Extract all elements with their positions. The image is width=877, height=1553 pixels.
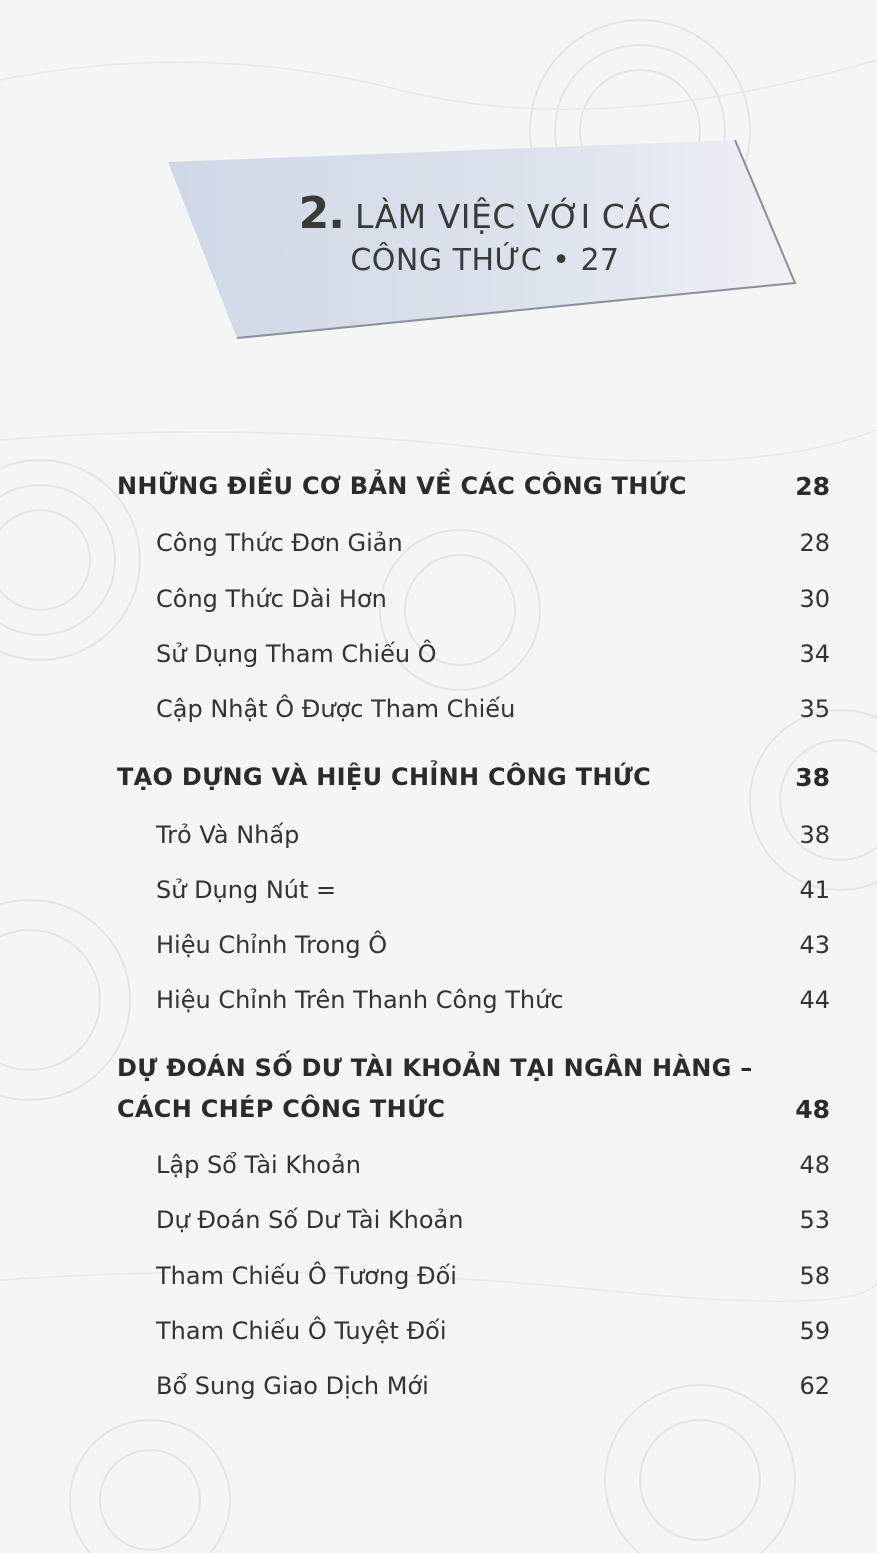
entry-title: Sử Dụng Tham Chiếu Ô bbox=[156, 640, 437, 668]
entry-title: Lập Sổ Tài Khoản bbox=[156, 1151, 361, 1179]
entry-page: 43 bbox=[799, 931, 830, 959]
section-page: 38 bbox=[795, 763, 830, 792]
entry-page: 48 bbox=[799, 1151, 830, 1179]
entry-page: 62 bbox=[799, 1372, 830, 1400]
entry-title: Dự Đoán Số Dư Tài Khoản bbox=[156, 1206, 464, 1234]
entry-title: Hiệu Chỉnh Trên Thanh Công Thức bbox=[156, 986, 564, 1014]
entry-page: 58 bbox=[799, 1262, 830, 1290]
section-title: TẠO DỰNG VÀ HIỆU CHỈNH CÔNG THỨC bbox=[117, 763, 651, 791]
entry-title: Trỏ Và Nhấp bbox=[156, 821, 300, 849]
entry-title: Cập Nhật Ô Được Tham Chiếu bbox=[156, 695, 516, 723]
chapter-title-line1: LÀM VIỆC VỚI CÁC bbox=[354, 197, 672, 236]
entry-title: Tham Chiếu Ô Tương Đối bbox=[156, 1262, 457, 1290]
entry-page: 35 bbox=[799, 695, 830, 723]
section-page: 48 bbox=[795, 1095, 830, 1124]
entry-page: 44 bbox=[799, 986, 830, 1014]
section-page: 28 bbox=[795, 472, 830, 501]
entry-page: 34 bbox=[799, 640, 830, 668]
entry-page: 28 bbox=[799, 529, 830, 557]
entry-page: 41 bbox=[799, 876, 830, 904]
entry-page: 53 bbox=[799, 1206, 830, 1234]
entry-page: 38 bbox=[799, 821, 830, 849]
entry-title: Bổ Sung Giao Dịch Mới bbox=[156, 1372, 429, 1400]
chapter-number: 2. bbox=[298, 188, 344, 239]
entry-page: 59 bbox=[799, 1317, 830, 1345]
entry-page: 30 bbox=[799, 585, 830, 613]
section-title: NHỮNG ĐIỀU CƠ BẢN VỀ CÁC CÔNG THỨC bbox=[117, 472, 687, 500]
section-title-line: CÁCH CHÉP CÔNG THỨC bbox=[117, 1095, 446, 1123]
entry-title: Công Thức Đơn Giản bbox=[156, 529, 403, 557]
entry-title: Công Thức Dài Hơn bbox=[156, 585, 387, 613]
entry-title: Tham Chiếu Ô Tuyệt Đối bbox=[156, 1317, 447, 1345]
entry-title: Sử Dụng Nút = bbox=[156, 876, 337, 904]
section-title-line: DỰ ĐOÁN SỐ DƯ TÀI KHOẢN TẠI NGÂN HÀNG – bbox=[117, 1054, 753, 1082]
chapter-title-line2: CÔNG THỨC • 27 bbox=[350, 243, 620, 278]
entry-title: Hiệu Chỉnh Trong Ô bbox=[156, 931, 388, 959]
